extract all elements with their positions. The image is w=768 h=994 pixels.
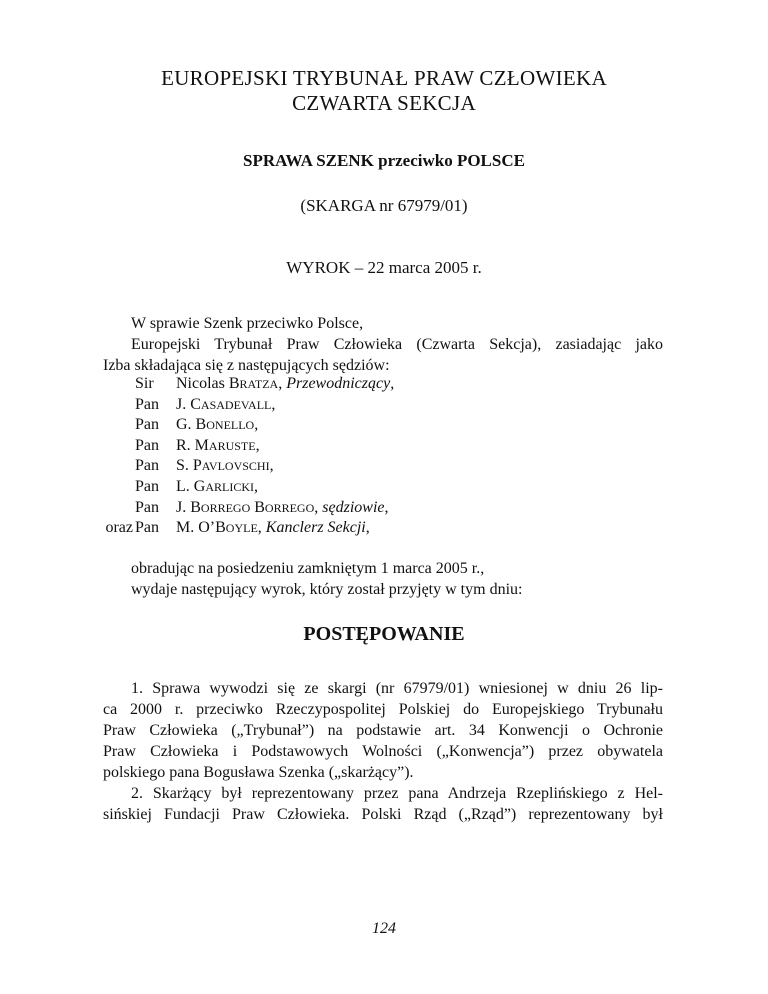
paragraph-2 [103,783,663,825]
paragraph-line: Praw Człowieka („Trybunał”) na podstawie art. 34 Konwencji o Ochronie [103,722,663,739]
intro-block [103,313,663,376]
judge-name: R. MARUSTE, [176,436,260,454]
deliberation-block [103,558,663,600]
judge-role: Kanclerz Sekcji [265,519,366,537]
judge-title: Sir [135,375,154,392]
intro-line-1: W sprawie Szenk przeciwko Polsce, [131,315,364,332]
paragraph-line: ca 2000 r. przeciwko Rzeczypospolitej Polskiej do Europejskiego Trybunału [103,701,663,718]
judge-name: S. PAVLOVSCHI, [176,457,274,475]
judge-role: Przewodniczący [286,375,391,392]
judge-title: Pan [135,477,159,495]
judge-prefix: oraz [105,519,133,537]
judge-name: J. CASADEVALL, [176,395,276,413]
judge-title: Pan [135,498,159,516]
judge-title: Pan [135,519,159,537]
judge-name: Nicolas BRATZA, Przewodniczący, [176,375,395,392]
judge-name: J. BORREGO BORREGO, sędziowie, [176,498,389,516]
judge-name: G. BONELLO, [176,416,259,434]
judge-title: Pan [135,436,159,454]
page-number: 124 [372,920,396,937]
paragraph-line: 1. Sprawa wywodzi się ze skargi (nr 67979/01) wniesionej w dniu 26 lip- [131,680,663,697]
judge-title: Pan [135,457,159,475]
court-name: EUROPEJSKI TRYBUNAŁ PRAW CZŁOWIEKA [161,66,607,90]
case-title: SPRAWA SZENK przeciwko POLSCE [243,151,525,170]
judge-name: M. O’BOYLE, Kanclerz Sekcji, [176,519,370,537]
paragraph-line: Praw Człowieka i Podstawowych Wolności („Konwencja”) przez obywatela [103,743,663,760]
judgment-date: WYROK – 22 marca 2005 r. [286,258,482,277]
application-number: (SKARGA nr 67979/01) [300,196,468,215]
deliberation-line-2: wydaje następujący wyrok, który został przyjęty w tym dniu: [131,581,523,598]
paragraph-line: 2. Skarżący był reprezentowany przez pana Andrzeja Rzeplińskiego z Hel- [131,785,663,802]
paragraph-line: polskiego pana Bogusława Szenka („skarżący”). [103,764,414,781]
judge-title: Pan [135,395,159,413]
deliberation-line-1: obradując na posiedzeniu zamkniętym 1 marca 2005 r., [131,560,485,577]
judge-role: sędziowie [322,498,385,516]
section-name: CZWARTA SEKCJA [292,91,476,115]
intro-line-2b: Izba składająca się z następujących sędziów: [103,357,390,374]
paragraph-1 [103,678,663,783]
judge-title: Pan [135,416,159,434]
section-heading: POSTĘPOWANIE [303,623,465,645]
intro-line-2a: Europejski Trybunał Praw Człowieka (Czwarta Sekcja), zasiadając jako [131,336,663,353]
paragraph-line: sińskiej Fundacji Praw Człowieka. Polski Rząd („Rząd”) reprezentowany był [103,806,663,823]
judge-name: L. GARLICKI, [176,477,258,495]
